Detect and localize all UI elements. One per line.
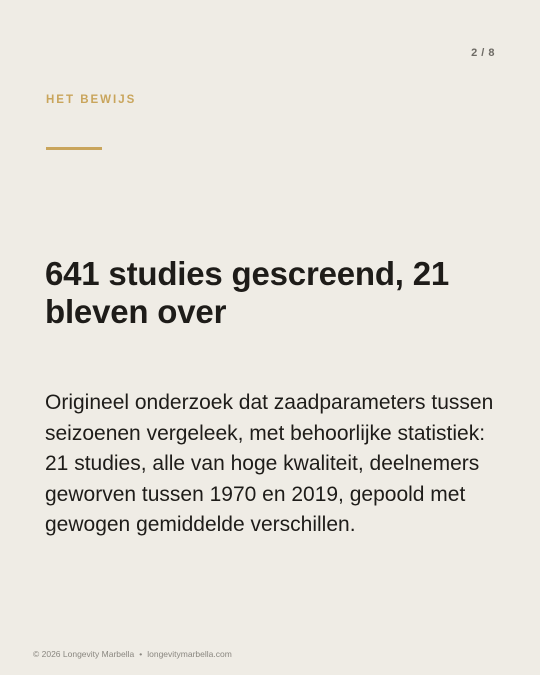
page-counter: 2 / 8 bbox=[471, 47, 495, 59]
footer-copyright: © 2026 Longevity Marbella bbox=[33, 649, 135, 659]
footer bbox=[33, 649, 232, 659]
footer-website: longevitymarbella.com bbox=[147, 649, 232, 659]
accent-rule bbox=[46, 147, 102, 150]
slide-body: Origineel onderzoek dat zaadparameters tussen seizoenen vergeleek, met behoorlijke statistiek: 21 studies, alle van hoge kwaliteit, deelnemers geworven tussen 1970 en 2019, gepoold met gewogen gemiddelde verschillen. bbox=[45, 391, 494, 536]
section-eyebrow: HET BEWIJS bbox=[46, 94, 137, 106]
slide-headline: 641 studies gescreend, 21 bleven over bbox=[45, 255, 450, 330]
footer-separator: • bbox=[139, 649, 143, 659]
